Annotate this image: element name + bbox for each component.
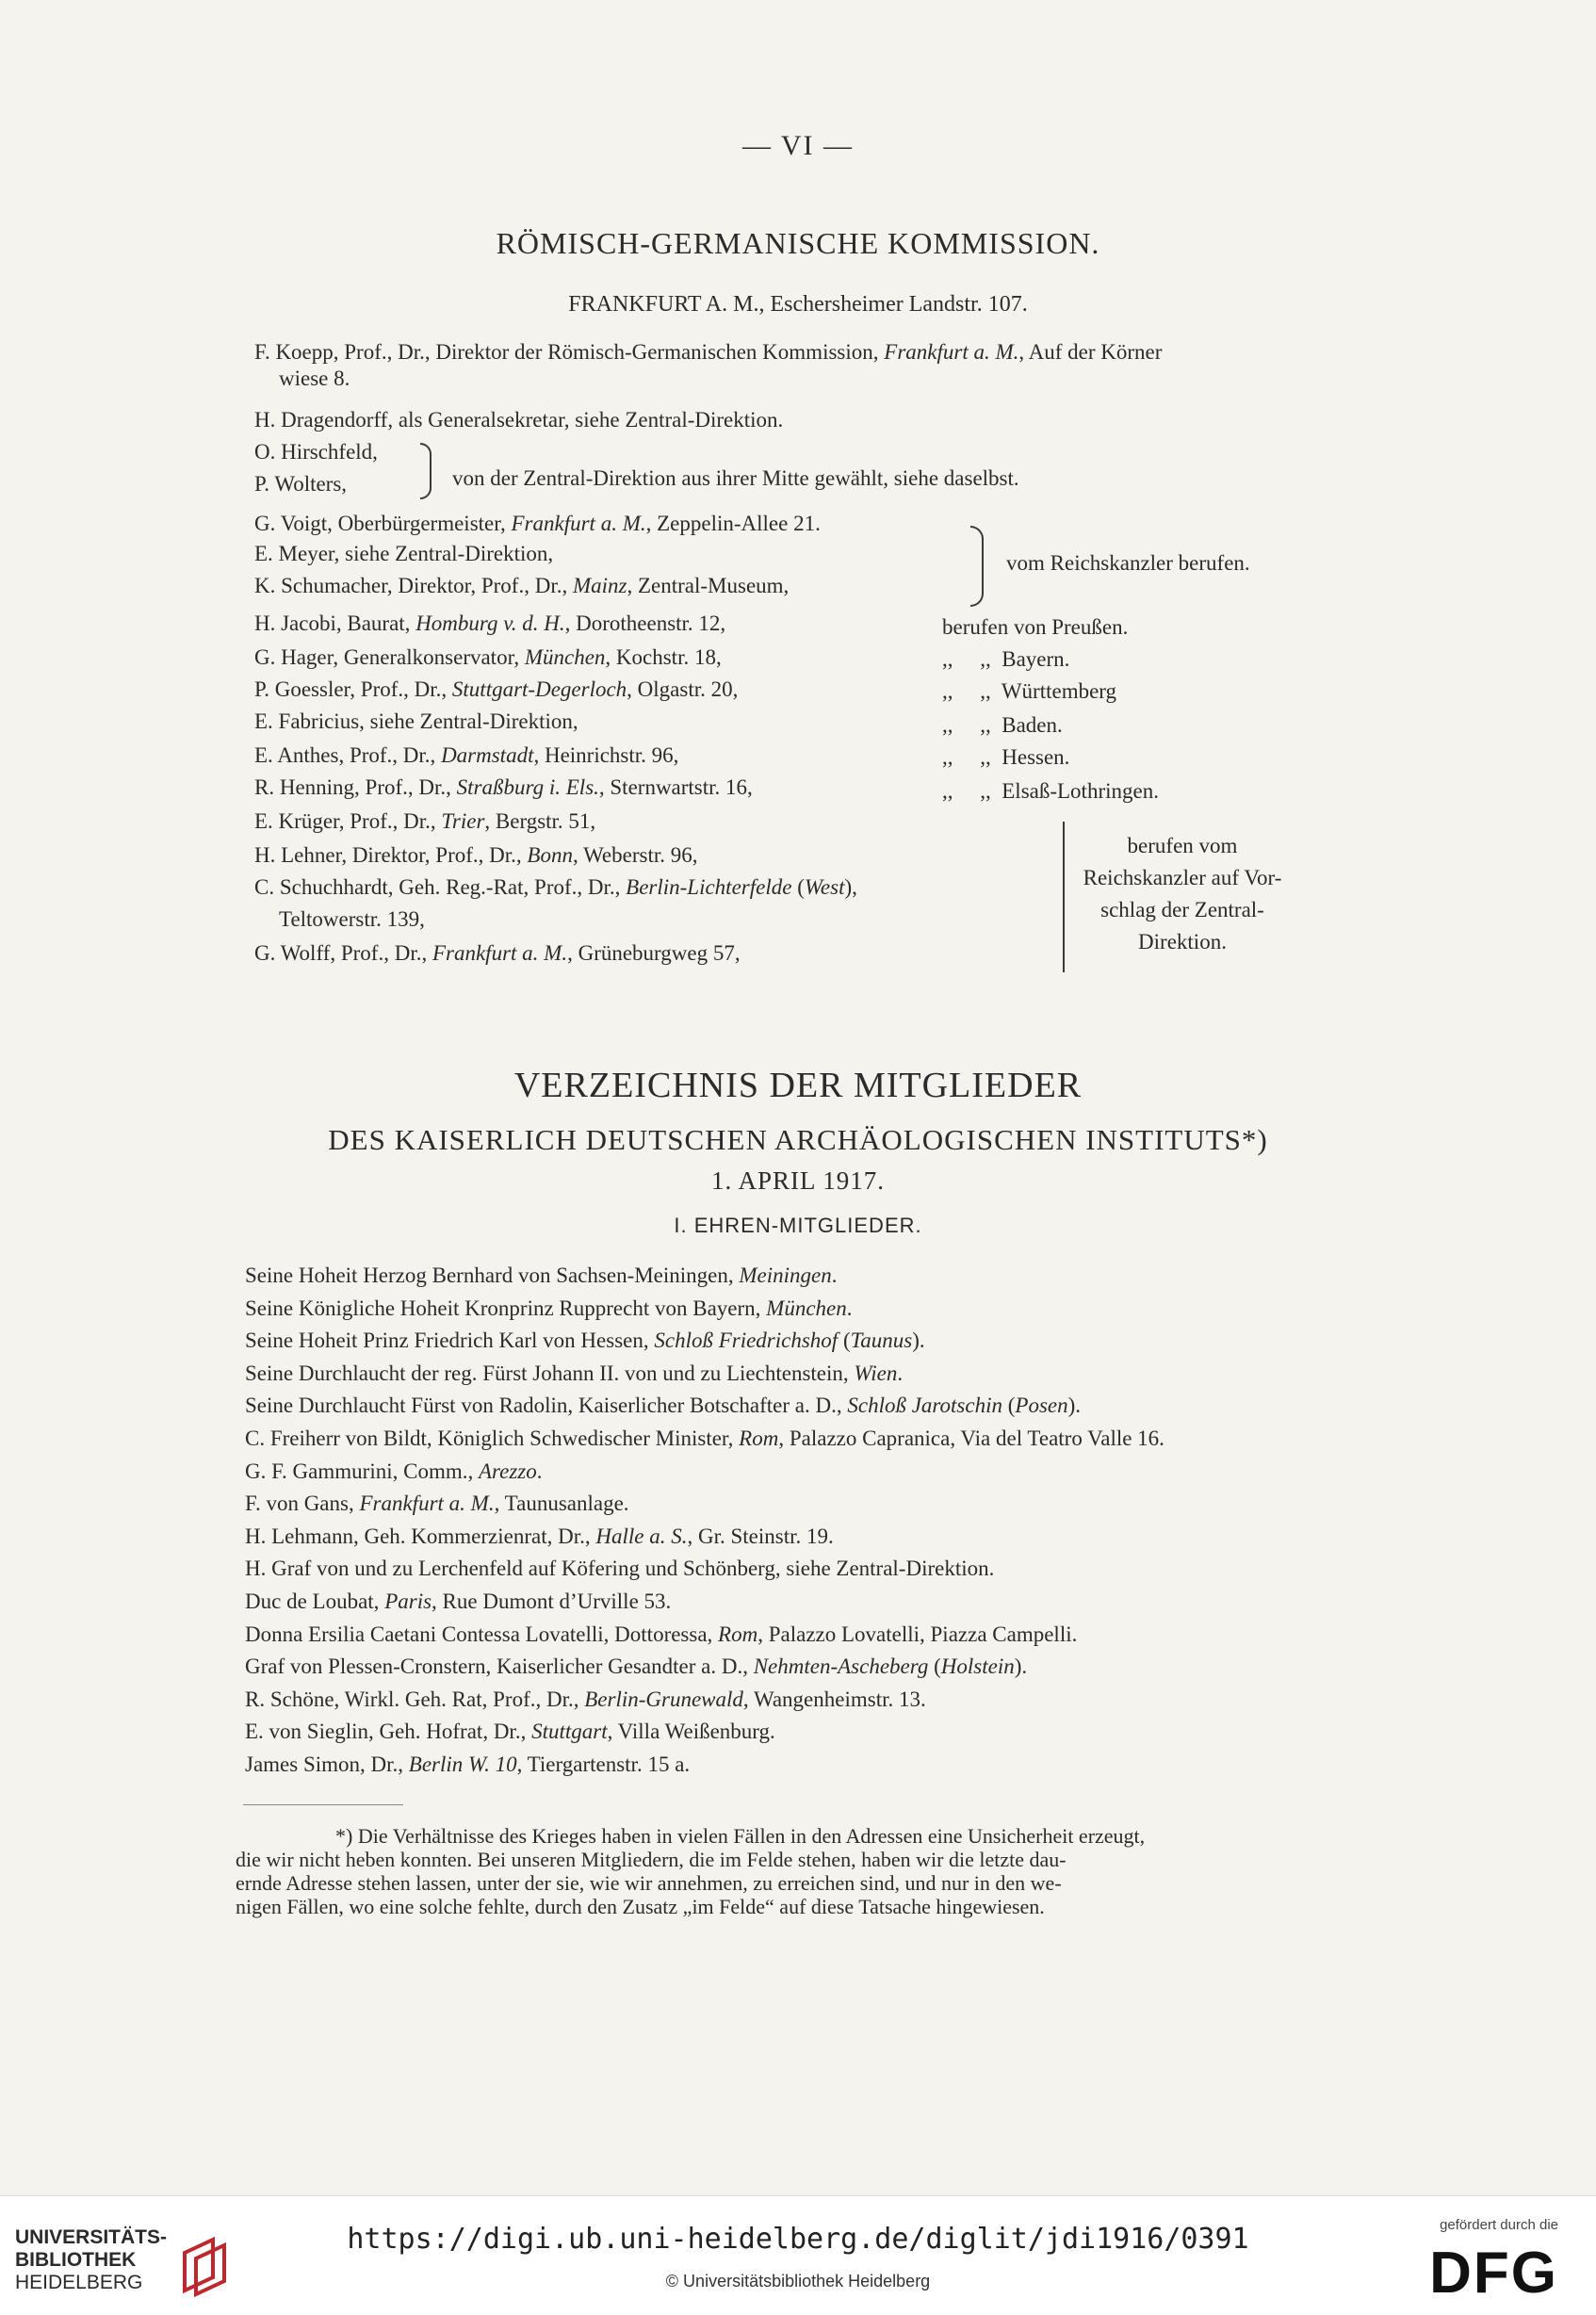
place-name: Trier xyxy=(441,809,485,833)
entry-text: Teltowerstr. 139, xyxy=(279,907,425,931)
entry-text: wiese 8. xyxy=(279,367,350,390)
entry-text: , Sternwartstr. 16, xyxy=(598,775,753,799)
berufen-von-line: ,, ,, Hessen. xyxy=(942,745,1070,769)
place-name: West xyxy=(804,875,845,899)
berufen-vom-line: Reichskanzler auf Vor- xyxy=(1083,866,1282,889)
entry-text: E. Krüger, Prof., Dr., xyxy=(254,809,442,833)
place-name: Schloß Jarotschin xyxy=(847,1394,1002,1418)
entry-text: E. Anthes, Prof., Dr., xyxy=(254,743,442,767)
section-title-kommission: RÖMISCH-GERMANISCHE KOMMISSION. xyxy=(496,226,1100,260)
place-name: Frankfurt a. M. xyxy=(359,1492,495,1516)
entry-text: , Dorotheenstr. 12, xyxy=(564,611,726,635)
entry-text: Seine Hoheit Prinz Friedrich Karl von Hessen, xyxy=(245,1329,655,1353)
honorary-member-entry xyxy=(245,1524,834,1550)
entry-text: H. Jacobi, Baurat, xyxy=(254,611,416,635)
entry-text: Seine Hoheit Herzog Bernhard von Sachsen-Meiningen, xyxy=(245,1263,740,1287)
member-entry xyxy=(254,677,738,703)
entry-text: , Gr. Steinstr. 19. xyxy=(687,1524,834,1548)
place-name: München xyxy=(524,645,606,669)
honorary-member-entry xyxy=(245,1556,994,1582)
entry-text: ). xyxy=(1067,1394,1082,1418)
entry-text: Duc de Loubat, xyxy=(245,1590,385,1613)
place-name: Berlin-Lichterfelde xyxy=(626,875,792,899)
footnote-line: nigen Fällen, wo eine solche fehlte, durch den Zusatz „im Felde“ auf diese Tatsache hingewiesen. xyxy=(236,1895,1045,1918)
honorary-member-entry xyxy=(245,1491,629,1517)
entry-text: , Villa Weißenburg. xyxy=(607,1720,775,1744)
berufen-vom-line: Direktion. xyxy=(1138,930,1227,954)
member-entry xyxy=(254,940,741,967)
member-entry xyxy=(254,439,378,465)
entry-text: Seine Durchlaucht der reg. Fürst Johann II. von und zu Liechtenstein, xyxy=(245,1361,855,1385)
member-entry xyxy=(254,874,857,901)
entry-text: ). xyxy=(1014,1655,1028,1679)
entry-text: , Rue Dumont d’Urville 53. xyxy=(432,1590,672,1613)
entry-text: C. Schuchhardt, Geh. Reg.-Rat, Prof., Dr., xyxy=(254,875,627,899)
entry-text: G. Wolff, Prof., Dr., xyxy=(254,941,432,965)
logo-line: BIBLIOTHEK xyxy=(15,2249,137,2271)
place-name: Mainz xyxy=(572,574,627,597)
honorary-member-entry xyxy=(245,1393,1081,1419)
entry-text: . xyxy=(536,1459,543,1483)
entry-text: C. Freiherr von Bildt, Königlich Schwedischer Minister, xyxy=(245,1426,740,1450)
entry-text: F. Koepp, Prof., Dr., Direktor der Römisch-Germanischen Kommission, xyxy=(254,340,885,364)
entry-text: , Wangenheimstr. 13. xyxy=(742,1687,926,1711)
section-subtitle-institut: DES KAISERLICH DEUTSCHEN ARCHÄOLOGISCHEN INSTITUTS*) xyxy=(328,1123,1268,1156)
place-name: Rom xyxy=(739,1426,779,1450)
place-name: Frankfurt a. M. xyxy=(511,512,646,535)
member-entry xyxy=(254,511,821,537)
brace-berufen-vom xyxy=(1063,822,1065,972)
entry-text: F. von Gans, xyxy=(245,1492,360,1516)
place-name: Schloß Friedrichshof xyxy=(654,1329,839,1353)
place-name: Bonn xyxy=(527,843,573,867)
honorary-member-entry xyxy=(245,1654,1027,1680)
footnote-line: *) Die Verhältnisse des Krieges haben in vielen Fällen in den Adressen eine Unsicherheit erzeugt, xyxy=(335,1824,1146,1848)
logo-line: UNIVERSITÄTS- xyxy=(15,2226,168,2248)
heading-ehren-mitglieder: I. EHREN-MITGLIEDER. xyxy=(674,1214,922,1237)
entry-text: P. Goessler, Prof., Dr., xyxy=(254,677,452,701)
entry-text: , Palazzo Lovatelli, Piazza Campelli. xyxy=(757,1622,1078,1646)
document-url-link[interactable]: https://digi.ub.uni-heidelberg.de/diglit/jdi1916/0391 xyxy=(347,2223,1249,2256)
entry-text: . xyxy=(846,1296,853,1320)
entry-text: ). xyxy=(912,1329,925,1353)
honorary-member-entry xyxy=(245,1296,852,1322)
entry-text: ( xyxy=(791,875,805,899)
place-name: Straßburg i. Els. xyxy=(456,775,599,799)
footnote-line: ernde Adresse stehen lassen, unter der sie, wie wir annehmen, zu erreichen sind, und nur in den we- xyxy=(236,1871,1062,1895)
place-name: Taunus xyxy=(850,1329,913,1353)
place-name: Stuttgart xyxy=(531,1720,608,1744)
entry-text: Graf von Plessen-Cronstern, Kaiserlicher Gesandter a. D., xyxy=(245,1655,754,1679)
entry-text: . xyxy=(897,1361,904,1385)
member-entry xyxy=(254,541,553,567)
brace-reichskanzler xyxy=(970,526,984,607)
brace-reichskanzler-text: vom Reichskanzler berufen. xyxy=(1006,551,1250,575)
entry-text: H. Lehmann, Geh. Kommerzienrat, Dr., xyxy=(245,1524,596,1548)
entry-text: Seine Königliche Hoheit Kronprinz Rupprecht von Bayern, xyxy=(245,1296,767,1320)
entry-text: R. Schöne, Wirkl. Geh. Rat, Prof., Dr., xyxy=(245,1687,585,1711)
footnote-divider xyxy=(243,1804,403,1805)
honorary-member-entry xyxy=(245,1459,542,1485)
entry-text: P. Wolters, xyxy=(254,472,348,496)
entry-text: , Tiergartenstr. 15 a. xyxy=(516,1753,691,1776)
berufen-von-line: ,, ,, Elsaß-Lothringen. xyxy=(942,779,1159,803)
entry-text: H. Graf von und zu Lerchenfeld auf Köfering und Schönberg, siehe Zentral-Direktion. xyxy=(245,1557,995,1581)
member-entry xyxy=(254,407,783,433)
place-name: Homburg v. d. H. xyxy=(415,611,565,635)
entry-text: , Auf der Körner xyxy=(1018,340,1163,364)
place-name: Wien xyxy=(854,1361,898,1385)
place-name: Arezzo xyxy=(478,1459,537,1483)
funded-by-text: gefördert durch die xyxy=(1440,2217,1558,2233)
entry-text: , Weberstr. 96, xyxy=(572,843,698,867)
honorary-member-entry xyxy=(245,1361,903,1387)
berufen-vom-line: berufen vom xyxy=(1127,834,1238,857)
entry-text: James Simon, Dr., xyxy=(245,1753,409,1776)
place-name: Rom xyxy=(718,1622,758,1646)
berufen-von-line: ,, ,, Württemberg xyxy=(942,679,1117,703)
entry-text: H. Lehner, Direktor, Prof., Dr., xyxy=(254,843,528,867)
member-entry xyxy=(254,611,725,637)
berufen-von-line: ,, ,, Baden. xyxy=(942,713,1063,737)
entry-text: ( xyxy=(838,1329,851,1353)
entry-text: O. Hirschfeld, xyxy=(254,440,378,464)
honorary-member-entry xyxy=(245,1752,690,1778)
entry-text: E. von Sieglin, Geh. Hofrat, Dr., xyxy=(245,1720,532,1744)
dfg-logo[interactable]: DFG xyxy=(1429,2241,1558,2306)
entry-text: . xyxy=(831,1263,838,1287)
logo-line: HEIDELBERG xyxy=(15,2272,143,2293)
place-name: Stuttgart-Degerloch xyxy=(451,677,627,701)
member-entry xyxy=(254,573,789,599)
entry-text: , Heinrichstr. 96, xyxy=(533,743,679,767)
entry-text: H. Dragendorff, als Generalsekretar, siehe Zentral-Direktion. xyxy=(254,408,784,432)
entry-text: , Zeppelin-Allee 21. xyxy=(645,512,821,535)
entry-text: R. Henning, Prof., Dr., xyxy=(254,775,457,799)
entry-text: Donna Ersilia Caetani Contessa Lovatelli, Dottoressa, xyxy=(245,1622,719,1646)
section-title-verzeichnis: VERZEICHNIS DER MITGLIEDER xyxy=(513,1066,1083,1105)
copyright-text: © Universitätsbibliothek Heidelberg xyxy=(665,2272,931,2291)
entry-text: K. Schumacher, Direktor, Prof., Dr., xyxy=(254,574,573,597)
place-name: Darmstadt xyxy=(441,743,534,767)
footer-bar xyxy=(0,2195,1596,2315)
place-name: Holstein xyxy=(940,1655,1015,1679)
entry-text: G. Voigt, Oberbürgermeister, xyxy=(254,512,512,535)
place-name: München xyxy=(766,1296,847,1320)
honorary-member-entry xyxy=(245,1687,926,1713)
berufen-vom-line: schlag der Zentral- xyxy=(1100,898,1264,921)
brace-zentral-text: von der Zentral-Direktion aus ihrer Mitte gewählt, siehe daselbst. xyxy=(452,466,1019,490)
entry-text: , Zentral-Museum, xyxy=(627,574,790,597)
entry-text: ( xyxy=(1002,1394,1016,1418)
member-entry xyxy=(254,774,753,801)
berufen-von-line: berufen von Preußen. xyxy=(942,615,1129,639)
member-entry xyxy=(254,742,678,769)
member-entry xyxy=(279,366,350,392)
member-entry xyxy=(254,339,1162,366)
member-entry xyxy=(279,906,425,933)
member-entry xyxy=(254,471,347,497)
member-entry xyxy=(254,808,595,835)
member-entry xyxy=(254,842,698,869)
place-name: Halle a. S. xyxy=(595,1524,688,1548)
entry-text: E. Meyer, siehe Zentral-Direktion, xyxy=(254,542,554,565)
entry-text: G. F. Gammurini, Comm., xyxy=(245,1459,479,1483)
member-entry xyxy=(254,644,722,671)
page-number: — VI — xyxy=(741,130,855,161)
section-subtitle-address: FRANKFURT A. M., Eschersheimer Landstr. 107. xyxy=(568,292,1028,317)
place-name: Paris xyxy=(384,1590,432,1613)
honorary-member-entry xyxy=(245,1589,671,1615)
place-name: Posen xyxy=(1015,1394,1068,1418)
honorary-member-entry xyxy=(245,1328,925,1354)
entry-text: , Kochstr. 18, xyxy=(605,645,722,669)
honorary-member-entry xyxy=(245,1622,1077,1648)
brace-zentral xyxy=(420,443,432,499)
honorary-member-entry xyxy=(245,1263,838,1289)
footnote-line: die wir nicht heben konnten. Bei unseren Mitgliedern, die im Felde stehen, haben wir die letzte dau- xyxy=(236,1848,1067,1871)
entry-text: , Taunusanlage. xyxy=(494,1492,629,1516)
place-name: Frankfurt a. M. xyxy=(884,340,1019,364)
place-name: Frankfurt a. M. xyxy=(432,941,568,965)
entry-text: E. Fabricius, siehe Zentral-Direktion, xyxy=(254,709,578,733)
berufen-von-line: ,, ,, Bayern. xyxy=(942,647,1070,671)
entry-text: , Palazzo Capranica, Via del Teatro Valle 16. xyxy=(778,1426,1164,1450)
honorary-member-entry xyxy=(245,1719,775,1745)
entry-text: ( xyxy=(928,1655,941,1679)
entry-text: , Olgastr. 20, xyxy=(627,677,739,701)
entry-text: Seine Durchlaucht Fürst von Radolin, Kaiserlicher Botschafter a. D., xyxy=(245,1394,848,1418)
place-name: Meiningen xyxy=(739,1263,832,1287)
entry-text: ), xyxy=(844,875,857,899)
entry-text: G. Hager, Generalkonservator, xyxy=(254,645,525,669)
place-name: Nehmten-Ascheberg xyxy=(753,1655,929,1679)
section-date: 1. APRIL 1917. xyxy=(710,1166,885,1195)
place-name: Berlin W. 10 xyxy=(408,1753,517,1776)
place-name: Berlin-Grunewald xyxy=(584,1687,743,1711)
entry-text: , Bergstr. 51, xyxy=(484,809,596,833)
member-entry xyxy=(254,709,578,735)
honorary-member-entry xyxy=(245,1426,1164,1452)
entry-text: , Grüneburgweg 57, xyxy=(567,941,741,965)
